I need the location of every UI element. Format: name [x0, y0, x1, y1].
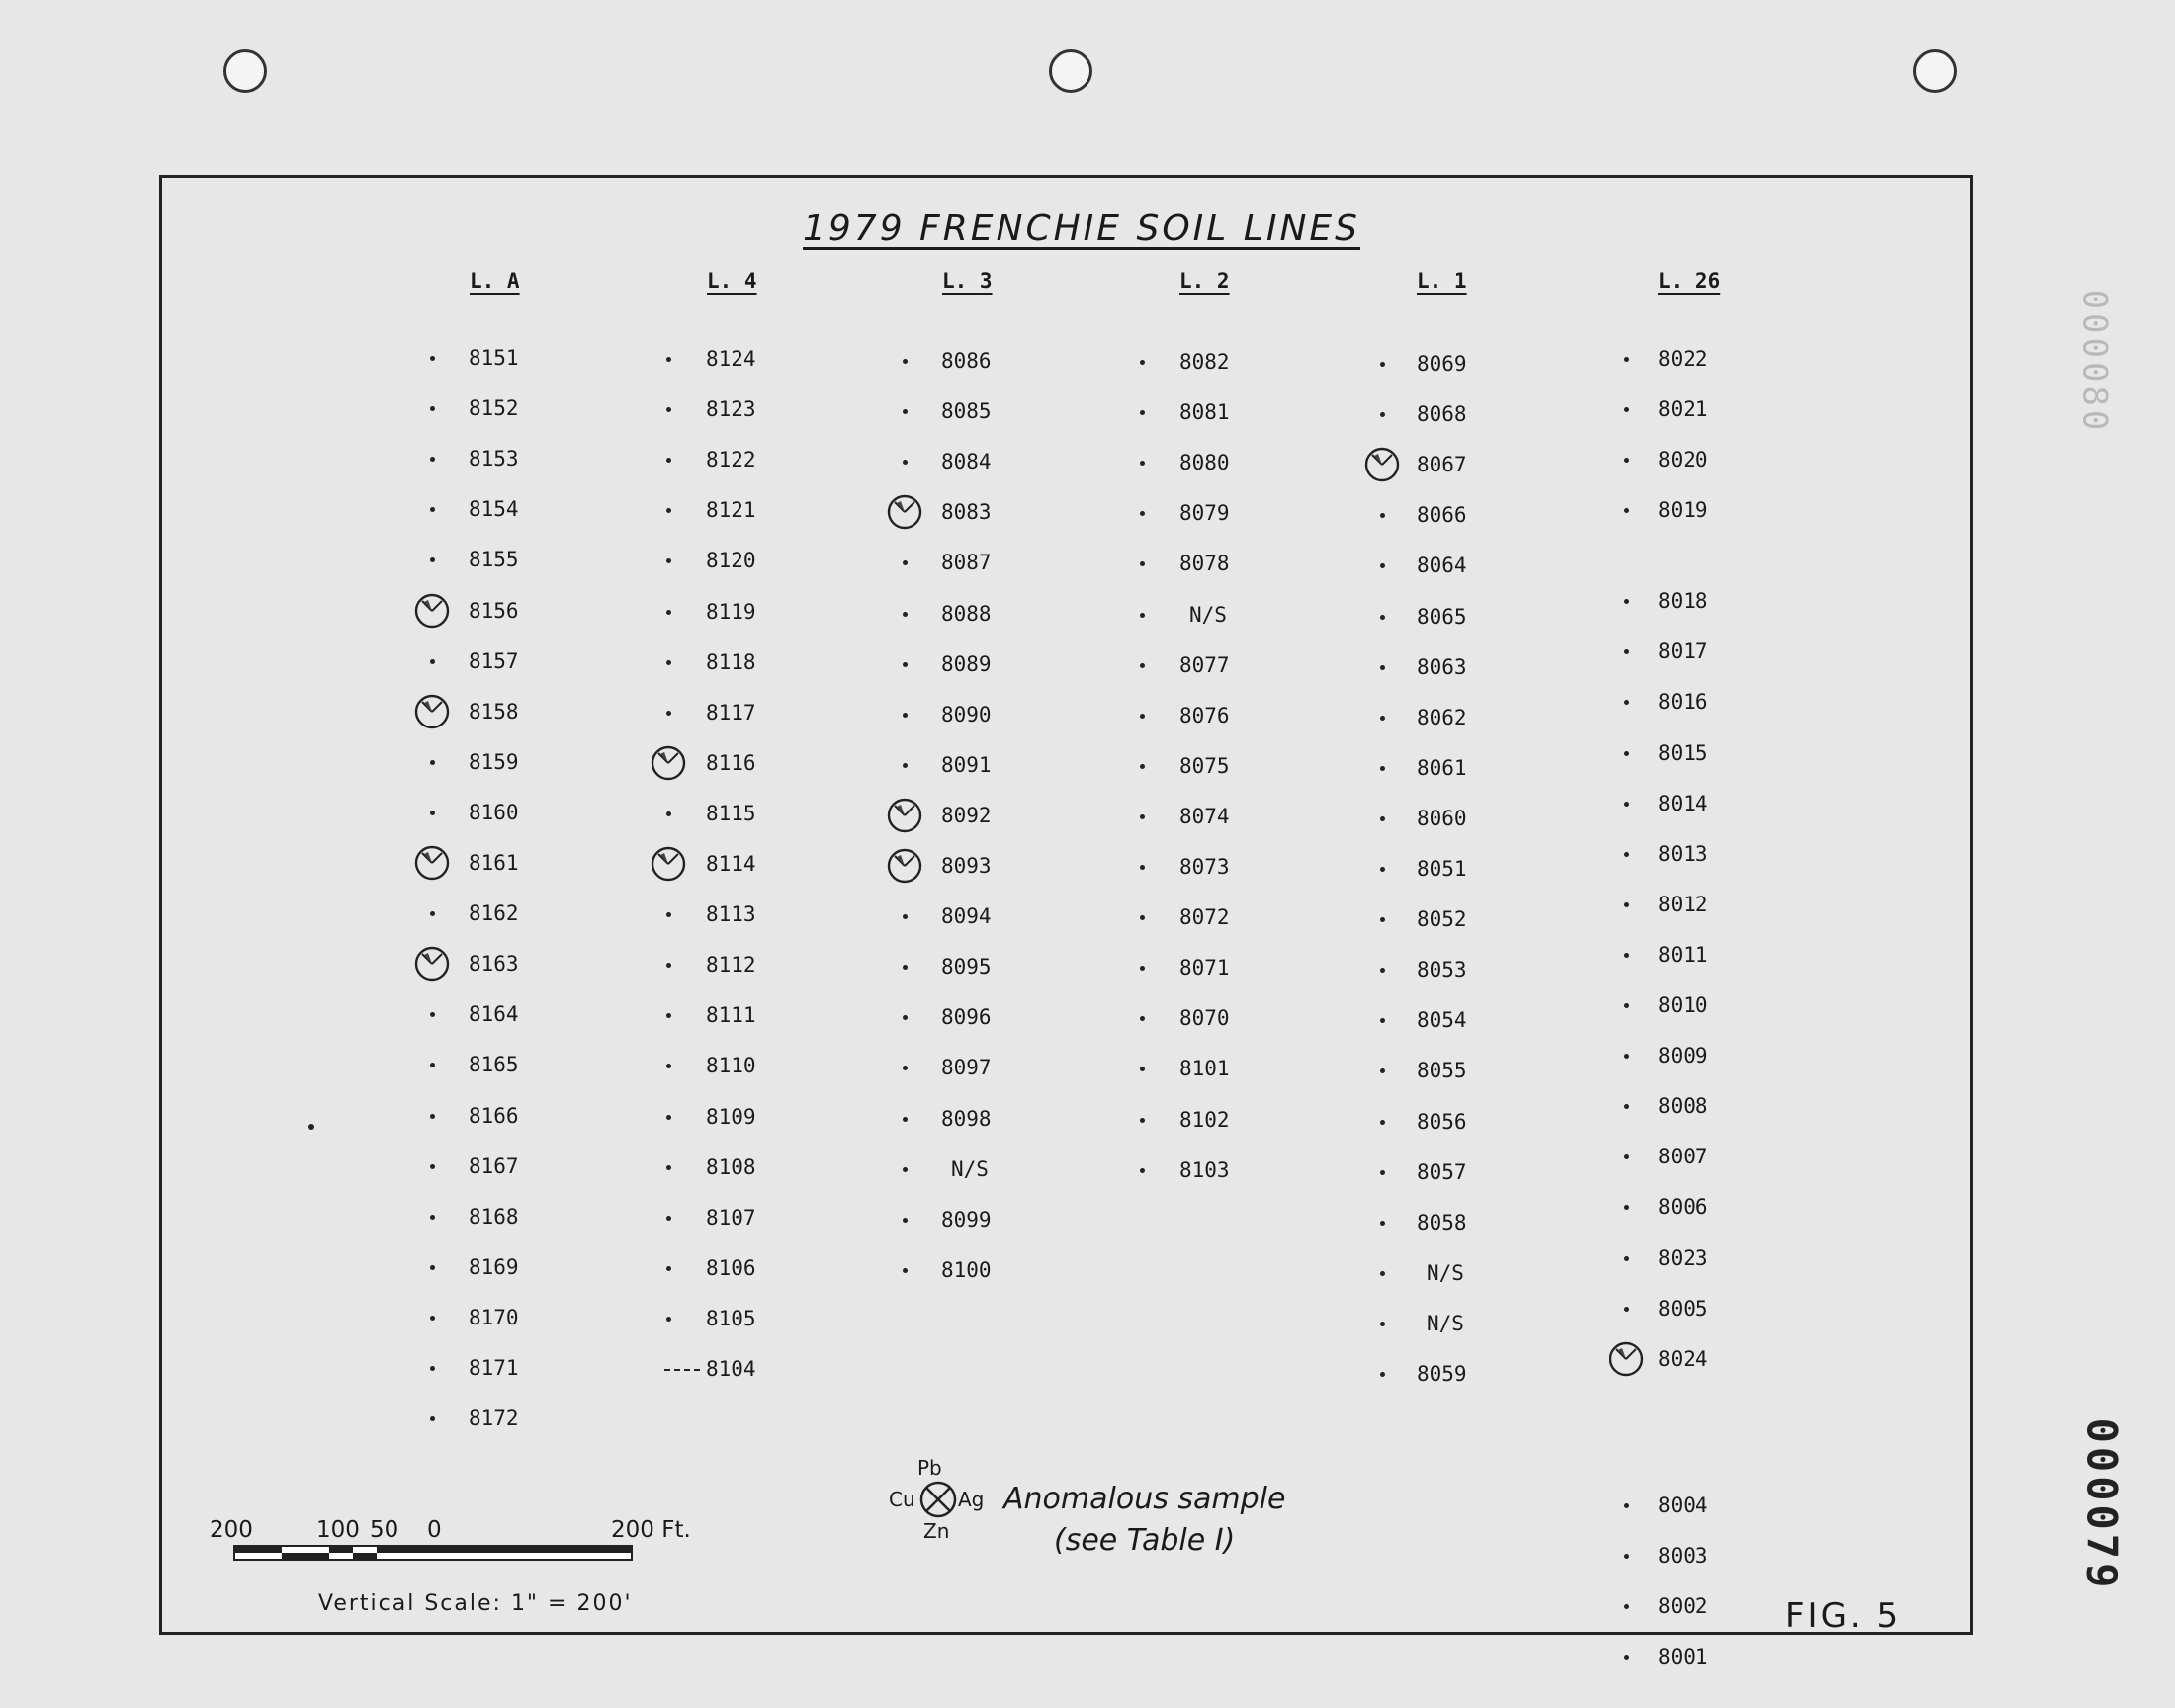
sample-number: 8166	[469, 1103, 519, 1128]
sample-station-dot	[1624, 751, 1629, 756]
sample-station-dot	[1140, 814, 1145, 819]
sample-station-dot	[1380, 362, 1385, 367]
line-header-1: L. A	[470, 269, 520, 293]
sample-station-dot	[1624, 1655, 1629, 1660]
sample-number: 8053	[1417, 958, 1467, 982]
sample-station-dot	[903, 1117, 908, 1122]
sample-number: 8151	[469, 346, 519, 370]
sample-station-dot	[1380, 1170, 1385, 1175]
sample-station-dot	[430, 1114, 435, 1119]
sample-number: 8066	[1417, 503, 1467, 528]
anomalous-sample-symbol	[414, 845, 448, 879]
sample-number: 8004	[1658, 1493, 1708, 1517]
legend-element-cu: Cu	[889, 1488, 915, 1511]
sample-number: 8085	[941, 399, 992, 424]
sample-number: 8171	[469, 1356, 519, 1380]
anomalous-sample-symbol	[887, 494, 920, 528]
sample-number: 8024	[1658, 1346, 1708, 1371]
sample-number: 8158	[469, 699, 519, 724]
sample-number: 8089	[941, 651, 992, 676]
sample-number: 8169	[469, 1254, 519, 1279]
sample-number: 8075	[1179, 753, 1230, 778]
sample-number: 8070	[1179, 1006, 1230, 1031]
sample-number: 8082	[1179, 350, 1230, 374]
sample-number: 8160	[469, 800, 519, 824]
sample-number: 8002	[1658, 1594, 1708, 1619]
sample-number: N/S	[1189, 602, 1227, 627]
sample-number: 8110	[706, 1054, 756, 1078]
sample-number: 8020	[1658, 448, 1708, 472]
sample-number: 8074	[1179, 804, 1230, 828]
scale-label-50: 50	[370, 1517, 399, 1543]
sample-station-dot	[903, 1268, 908, 1273]
sample-number: 8104	[706, 1357, 756, 1381]
sample-number: 8113	[706, 902, 756, 927]
sample-number: 8167	[469, 1153, 519, 1178]
line-header-3: L. 3	[942, 269, 993, 293]
sample-station-dot	[430, 760, 435, 765]
sample-number: 8122	[706, 448, 756, 472]
sample-station-dot	[1624, 1307, 1629, 1312]
sample-number: 8086	[941, 349, 992, 373]
sample-number: 8006	[1658, 1195, 1708, 1220]
sample-station-dot	[903, 612, 908, 617]
sample-station-dot	[666, 711, 671, 716]
sample-station-dot	[430, 1265, 435, 1270]
sample-station-dot	[666, 811, 671, 816]
anomalous-sample-symbol	[414, 946, 448, 980]
sample-number: N/S	[951, 1156, 989, 1181]
sample-number: 8079	[1179, 501, 1230, 526]
sample-number: 8157	[469, 648, 519, 673]
sample-station-dot	[430, 1316, 435, 1321]
sample-number: 8011	[1658, 942, 1708, 967]
sample-number: 8090	[941, 702, 992, 726]
sample-number: 8078	[1179, 552, 1230, 576]
sample-station-dot	[430, 356, 435, 361]
sample-station-dot	[1380, 665, 1385, 670]
sample-number: 8109	[706, 1104, 756, 1129]
sample-number: 8168	[469, 1204, 519, 1229]
sample-station-dot	[1380, 816, 1385, 821]
sample-number: 8152	[469, 396, 519, 421]
sample-station-dot	[666, 1216, 671, 1221]
sample-station-dot	[903, 1167, 908, 1172]
legend-text-line1: Anomalous sample	[1003, 1482, 1286, 1516]
sample-station-dot	[666, 1115, 671, 1120]
sample-station-dot	[1624, 357, 1629, 362]
sample-number: 8060	[1417, 806, 1467, 830]
scale-label-0: 0	[427, 1517, 442, 1543]
anomalous-sample-symbol	[1609, 1341, 1642, 1375]
sample-station-dot	[1140, 613, 1145, 618]
sample-number: 8100	[941, 1257, 992, 1282]
sample-number: 8081	[1179, 400, 1230, 425]
sample-number: 8077	[1179, 652, 1230, 677]
sample-station-dot	[1624, 1256, 1629, 1261]
sample-number: 8165	[469, 1053, 519, 1077]
sample-station-dot	[1380, 1322, 1385, 1326]
legend-element-zn: Zn	[923, 1519, 950, 1543]
sample-station-dot	[430, 1366, 435, 1371]
sample-station-dash	[664, 1369, 700, 1371]
sample-station-dot	[1380, 716, 1385, 721]
sample-number: 8114	[706, 852, 756, 876]
sample-station-dot	[1380, 867, 1385, 872]
sample-number: 8088	[941, 601, 992, 626]
sample-station-dot	[1624, 953, 1629, 958]
anomalous-sample-symbol	[887, 848, 920, 882]
sample-station-dot	[903, 1218, 908, 1223]
sample-station-dot	[1140, 360, 1145, 365]
sample-number: 8159	[469, 749, 519, 774]
sample-station-dot	[666, 660, 671, 665]
anomalous-sample-symbol	[414, 694, 448, 727]
sample-number: 8056	[1417, 1109, 1467, 1134]
sample-number: 8055	[1417, 1059, 1467, 1083]
sample-station-dot	[666, 610, 671, 615]
sample-number: N/S	[1427, 1311, 1464, 1335]
sample-number: 8117	[706, 700, 756, 725]
punch-hole-center	[1049, 49, 1092, 93]
sample-number: 8093	[941, 854, 992, 878]
sample-station-dot	[903, 359, 908, 364]
sample-number: 8124	[706, 347, 756, 371]
sample-number: 8084	[941, 450, 992, 474]
sample-number: 8069	[1417, 352, 1467, 376]
sample-number: 8107	[706, 1205, 756, 1230]
sample-number: 8116	[706, 750, 756, 775]
sample-number: 8017	[1658, 640, 1708, 664]
sample-number: 8014	[1658, 791, 1708, 815]
sample-number: 8061	[1417, 755, 1467, 780]
sample-station-dot	[903, 763, 908, 768]
sample-station-dot	[1140, 1168, 1145, 1173]
sample-number: 8154	[469, 497, 519, 522]
sample-number: 8097	[941, 1056, 992, 1080]
line-header-2: L. 4	[707, 269, 757, 293]
sample-number: 8072	[1179, 905, 1230, 930]
sample-number: 8161	[469, 851, 519, 875]
sample-number: 8092	[941, 803, 992, 827]
sample-number: 8068	[1417, 402, 1467, 427]
sample-number: 8016	[1658, 690, 1708, 715]
anomalous-sample-symbol	[651, 846, 684, 880]
sample-station-dot	[430, 811, 435, 815]
sample-number: 8058	[1417, 1210, 1467, 1235]
vertical-scale-label: Vertical Scale: 1" = 200'	[318, 1591, 633, 1616]
sample-number: 8021	[1658, 397, 1708, 422]
sample-number: 8155	[469, 548, 519, 572]
sample-number: 8009	[1658, 1044, 1708, 1068]
sample-number: 8007	[1658, 1145, 1708, 1169]
sample-number: 8010	[1658, 993, 1708, 1018]
anomalous-sample-symbol	[887, 798, 920, 831]
sample-number: 8013	[1658, 841, 1708, 866]
scale-label-200-left: 200	[210, 1517, 253, 1543]
document-number-bottom: 000079	[2077, 1417, 2127, 1592]
sample-station-dot	[1140, 865, 1145, 870]
punch-hole-right	[1913, 49, 1957, 93]
sample-number: 8123	[706, 397, 756, 422]
legend-text-line2: (see Table I)	[1054, 1523, 1236, 1558]
legend-element-ag: Ag	[958, 1488, 985, 1511]
scale-label-200-ft: 200 Ft.	[611, 1517, 691, 1543]
sample-station-dot	[666, 1317, 671, 1322]
sample-number: 8073	[1179, 855, 1230, 879]
sample-number: 8170	[469, 1305, 519, 1329]
sample-number: 8083	[941, 500, 992, 525]
sample-station-dot	[1140, 764, 1145, 769]
sample-number: 8164	[469, 1002, 519, 1027]
sample-number: 8121	[706, 498, 756, 523]
sample-number: 8076	[1179, 703, 1230, 727]
sample-station-dot	[1380, 615, 1385, 620]
sample-station-dot	[1380, 1221, 1385, 1226]
sample-station-dot	[1380, 1372, 1385, 1377]
sample-number: 8012	[1658, 892, 1708, 916]
map-title: 1979 FRENCHIE SOIL LINES	[803, 209, 1360, 249]
sample-number: 8019	[1658, 498, 1708, 523]
sample-number: 8172	[469, 1407, 519, 1431]
anomalous-sample-symbol	[1364, 447, 1398, 480]
sample-station-dot	[1624, 902, 1629, 907]
sample-station-dot	[666, 1165, 671, 1170]
anomalous-sample-symbol	[651, 745, 684, 779]
line-header-6: L. 26	[1658, 269, 1721, 293]
sample-number: N/S	[1427, 1260, 1464, 1285]
sample-number: 8162	[469, 901, 519, 926]
sample-number: 8094	[941, 904, 992, 929]
sample-station-dot	[1140, 1118, 1145, 1123]
legend-anomaly-symbol	[918, 1480, 958, 1519]
sample-number: 8054	[1417, 1008, 1467, 1033]
sample-number: 8018	[1658, 589, 1708, 614]
sample-number: 8067	[1417, 453, 1467, 477]
sample-number: 8091	[941, 752, 992, 777]
scale-label-100: 100	[316, 1517, 360, 1543]
sample-number: 8087	[941, 551, 992, 575]
legend-element-pb: Pb	[917, 1456, 942, 1480]
sample-number: 8156	[469, 598, 519, 623]
sample-number: 8057	[1417, 1159, 1467, 1184]
sample-number: 8022	[1658, 347, 1708, 371]
sample-number: 8052	[1417, 907, 1467, 932]
stray-mark	[308, 1124, 314, 1130]
sample-number: 8118	[706, 649, 756, 674]
sample-number: 8106	[706, 1255, 756, 1280]
sample-station-dot	[1380, 1120, 1385, 1125]
sample-number: 8103	[1179, 1157, 1230, 1182]
sample-number: 8095	[941, 955, 992, 980]
sample-station-dot	[1624, 1503, 1629, 1508]
sample-station-dot	[430, 659, 435, 664]
sample-number: 8163	[469, 952, 519, 977]
sample-station-dot	[430, 1164, 435, 1169]
sample-station-dot	[430, 1215, 435, 1220]
sample-number: 8064	[1417, 554, 1467, 578]
sample-number: 8015	[1658, 740, 1708, 765]
sample-number: 8101	[1179, 1057, 1230, 1081]
sample-number: 8059	[1417, 1362, 1467, 1386]
sample-station-dot	[1624, 802, 1629, 807]
sample-station-dot	[1140, 714, 1145, 719]
sample-number: 8005	[1658, 1296, 1708, 1321]
sample-number: 8108	[706, 1154, 756, 1179]
sample-number: 8105	[706, 1306, 756, 1330]
sample-station-dot	[1140, 663, 1145, 668]
sample-number: 8102	[1179, 1107, 1230, 1132]
sample-number: 8071	[1179, 956, 1230, 981]
document-number-top: 000080	[2074, 289, 2115, 435]
line-header-5: L. 1	[1417, 269, 1467, 293]
sample-number: 8153	[469, 447, 519, 471]
sample-station-dot	[903, 713, 908, 718]
sample-number: 8115	[706, 801, 756, 825]
sample-station-dot	[1380, 1271, 1385, 1276]
sample-number: 8099	[941, 1207, 992, 1232]
sample-number: 8096	[941, 1005, 992, 1030]
sample-number: 8080	[1179, 451, 1230, 475]
scale-bar-graphic	[233, 1544, 649, 1568]
sample-number: 8111	[706, 1003, 756, 1028]
sample-number: 8063	[1417, 654, 1467, 679]
sample-number: 8023	[1658, 1245, 1708, 1270]
sample-number: 8120	[706, 549, 756, 573]
sample-number: 8008	[1658, 1094, 1708, 1119]
sample-number: 8098	[941, 1106, 992, 1131]
sample-number: 8119	[706, 599, 756, 624]
sample-station-dot	[1624, 852, 1629, 857]
sample-number: 8001	[1658, 1645, 1708, 1669]
sample-station-dot	[666, 1266, 671, 1271]
figure-label: FIG. 5	[1785, 1596, 1902, 1636]
sample-station-dot	[903, 662, 908, 667]
line-header-4: L. 2	[1179, 269, 1230, 293]
anomalous-sample-symbol	[414, 593, 448, 627]
sample-number: 8062	[1417, 705, 1467, 729]
sample-station-dot	[666, 357, 671, 362]
sample-number: 8112	[706, 953, 756, 978]
sample-number: 8065	[1417, 604, 1467, 629]
sample-number: 8051	[1417, 857, 1467, 881]
sample-number: 8003	[1658, 1544, 1708, 1569]
punch-hole-left	[223, 49, 267, 93]
sample-station-dot	[1380, 766, 1385, 771]
